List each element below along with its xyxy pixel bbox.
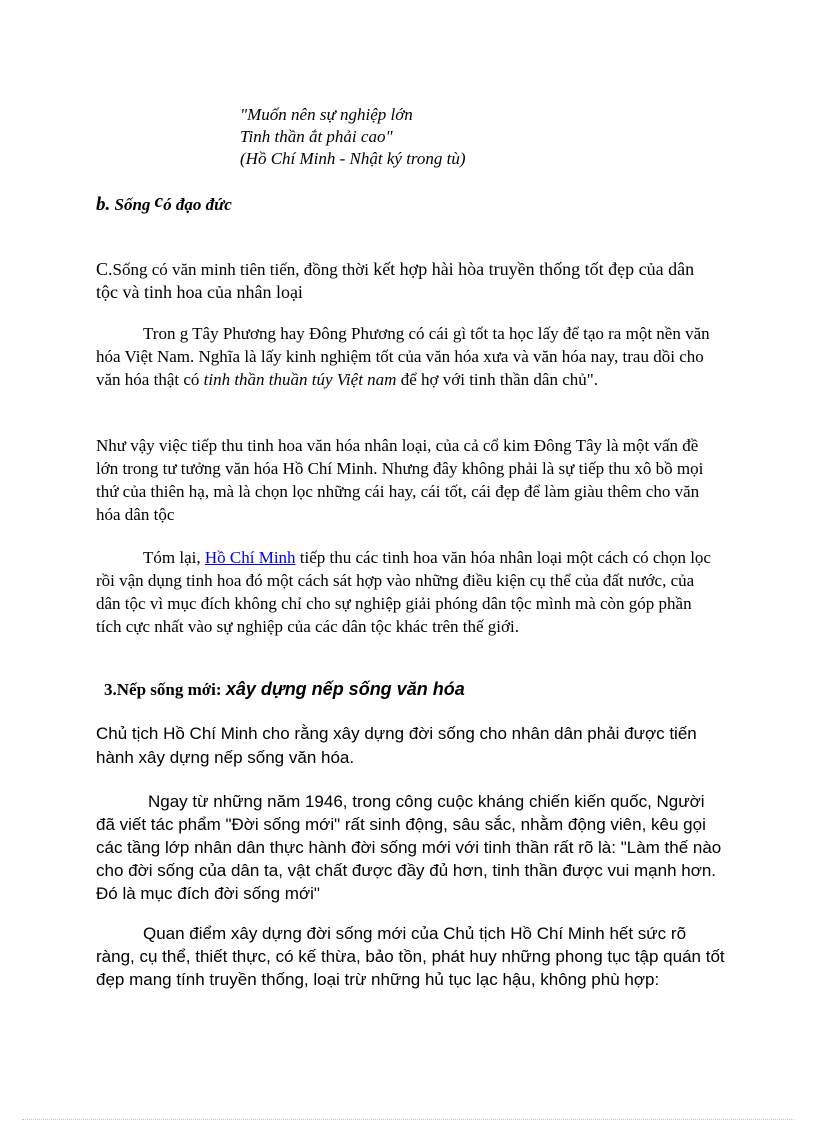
- quote-line-1: "Muốn nên sự nghiệp lớn: [240, 105, 413, 124]
- heading-b-text-before: Sống: [114, 195, 151, 214]
- paragraph-1: [96, 322, 716, 391]
- section-3-paragraph-3: [96, 922, 726, 991]
- heading-3-title: xây dựng nếp sống văn hóa: [225, 679, 465, 699]
- paragraph-3-text-end: tiếp thu các tinh hoa văn hóa nhân loại một cách có chọn lọc rồi vận dụng tinh hoa đó một cách sát hợp vào những điều kiện cụ thể của đất nước, của dân tộc vì mục đích không chỉ cho sự nghiệp giải phóng dân tộc mình mà còn góp phần tích cực nhất vào sự nghiệp của các dân tộc khác trên thế giới.: [96, 548, 711, 636]
- section-3-paragraph-1: Chủ tịch Hồ Chí Minh cho rằng xây dựng đời sống cho nhân dân phải được tiến hành xây dựng nếp sống văn hóa.: [96, 724, 697, 767]
- paragraph-3: [96, 546, 718, 638]
- section-3-paragraph-2-text: Ngay từ những năm 1946, trong công cuộc kháng chiến kiến quốc, Người đã viết tác phẩm "Đời sống mới" rất sinh động, sâu sắc, nhằm động viên, kêu gọi các tầng lớp nhân dân thực hành đời sống mới với tinh thần rất rõ là: "Làm thế nào cho đời sống của dân ta, vật chất được đầy đủ hơn, tinh thần được vui mạnh hơn. Đó là mục đích đời sống mới": [96, 792, 722, 903]
- section-c-paragraph: [96, 258, 716, 304]
- paragraph-1-text: Tron g Tây Phương hay Đông Phương có cái gì tốt ta học lấy để tạo ra một nền văn hóa Việt Nam. Nghĩa là lấy kinh nghiệm tốt của văn hóa xưa và văn hóa nay, trau dồi cho văn hóa thật có: [96, 324, 710, 389]
- quote-attribution: (Hồ Chí Minh - Nhật ký trong tù): [240, 149, 466, 168]
- section-c-text-2: kết hợp hài hòa truyền thống tốt đẹp của dân tộc và tinh hoa của nhân loại: [96, 259, 695, 302]
- heading-3: [104, 679, 465, 700]
- heading-b: [96, 191, 232, 216]
- heading-b-cap-letter: c: [154, 191, 164, 212]
- paragraph-3-text: Tóm lại,: [143, 548, 205, 567]
- paragraph-2: Như vậy việc tiếp thu tinh hoa văn hóa nhân loại, của cả cổ kim Đông Tây là một vấn đề lớn trong tư tưởng văn hóa Hồ Chí Minh. Nhưng đây không phải là sự tiếp thu xô bồ mọi thứ của thiên hạ, mà là chọn lọc những cái hay, cái tốt, cái đẹp để làm giàu thêm cho văn hóa dân tộc: [96, 436, 704, 524]
- section-3-paragraph-3-text: Quan điểm xây dựng đời sống mới của Chủ tịch Hồ Chí Minh hết sức rõ ràng, cụ thể, thiết thực, có kế thừa, bảo tồn, phát huy những phong tục tập quán tốt đẹp mang tính truyền thống, loại trừ những hủ tục lạc hậu, không phù hợp:: [96, 924, 725, 989]
- heading-b-letter: b.: [96, 194, 111, 215]
- section-3-paragraph-2: [96, 790, 726, 905]
- paragraph-1-text-end: để hợ với tinh thần dân chủ".: [396, 370, 598, 389]
- section-c-text-1: Sống có văn minh tiên tiến, đồng thời: [112, 260, 374, 279]
- section-c-letter: C.: [96, 259, 113, 279]
- quote-line-2: Tinh thần ắt phải cao": [240, 127, 393, 146]
- heading-b-text-after: ó đạo đức: [163, 195, 232, 214]
- ho-chi-minh-link[interactable]: Hồ Chí Minh: [204, 548, 296, 567]
- quote-block: [240, 104, 466, 170]
- page-footer-divider: [22, 1119, 794, 1120]
- paragraph-1-italic: tinh thần thuần túy Việt nam: [203, 370, 397, 389]
- heading-3-number: 3.Nếp sống mới:: [104, 680, 226, 699]
